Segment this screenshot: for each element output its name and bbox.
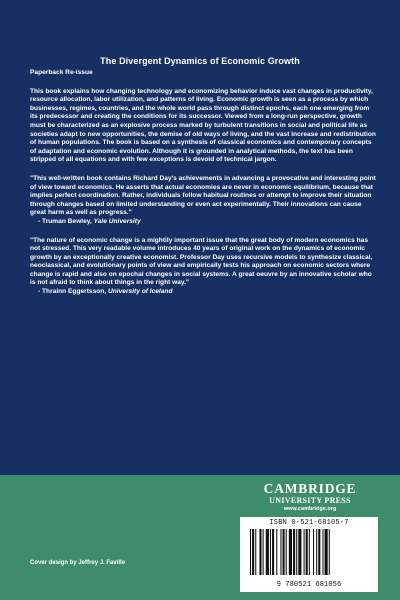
quote-text: "This well-written book contains Richard Day's achievements in advancing a provocative and interesting point of view toward economics. He asserts that actual economies are never in economic equilibrium, because that implies perfect coordination. Rather, individuals follow habitual routines or attempt to improve their situation through changes based on limited understanding or even act experimentally. Their innovations can cause great harm as well as progress.": [30, 174, 376, 217]
content-block: [30, 69, 378, 297]
isbn: ISBN 0-521-68105-7: [269, 519, 349, 527]
quote-author: - Thrainn Eggertsson,: [38, 288, 107, 296]
book-description: This book explains how changing technology and economizing behavior induce vast changes in productivity, resource allocation, labor utilization, and patterns of living. Economic growth is seen as a process by which businesses, regimes, countries, and the whole world pass through distinct epochs, each one emerging from its predecessor and creating the conditions for its successor. Viewed from a long-run perspective, growth must be characterized as an explosive process marked by turbulent transitions in social and political life as societies adapt to new opportunities, the demise of old ways of living, and the vast increase and redistribution of human populations. The book is based on a synthesis of classical economics and contemporary concepts of adaptation and economic evolution. Although it is grounded in analytical methods, the text has been stripped of all equations and with few exceptions is devoid of technical jargon.: [30, 87, 376, 164]
publisher-logo: [240, 482, 380, 513]
barcode-icon: [248, 529, 370, 575]
publisher-press: UNIVERSITY PRESS: [269, 496, 351, 505]
publisher-url: www.cambridge.org: [283, 506, 337, 512]
quote-attribution: [30, 218, 378, 227]
isbn-box: [240, 517, 378, 592]
quote-author: - Truman Bewley,: [38, 217, 92, 225]
barcode-number: 9 780521 681056: [276, 581, 342, 589]
cover-design-credit: Cover design by Jeffrey J. Faville: [30, 560, 126, 566]
quote-affiliation: University of Iceland: [107, 288, 173, 296]
quote-bewley: [30, 175, 378, 227]
quote-eggertsson: [30, 237, 378, 297]
edition-label: Paperback Re-issue: [30, 69, 93, 76]
quote-affiliation: Yale University: [93, 217, 141, 225]
quote-attribution: [30, 288, 378, 297]
quote-text: "The nature of economic change is a mightily important issue that the great body of modern economics has not stressed. This very readable volume introduces 40 years of original work on the dynamics of economic growth by an exceptionally creative economist. Professor Day uses recursive models to synthesize classical, neoclassical, and evolutionary points of view and empirically tests his approach on economic sectors where change is rapid and also on epochal changes in social systems. A great oeuvre by an innovative scholar who is not afraid to think about things in the right way.": [30, 236, 373, 287]
publisher-name: CAMBRIDGE: [263, 481, 357, 496]
book-title: The Divergent Dynamics of Economic Growth: [100, 56, 300, 66]
